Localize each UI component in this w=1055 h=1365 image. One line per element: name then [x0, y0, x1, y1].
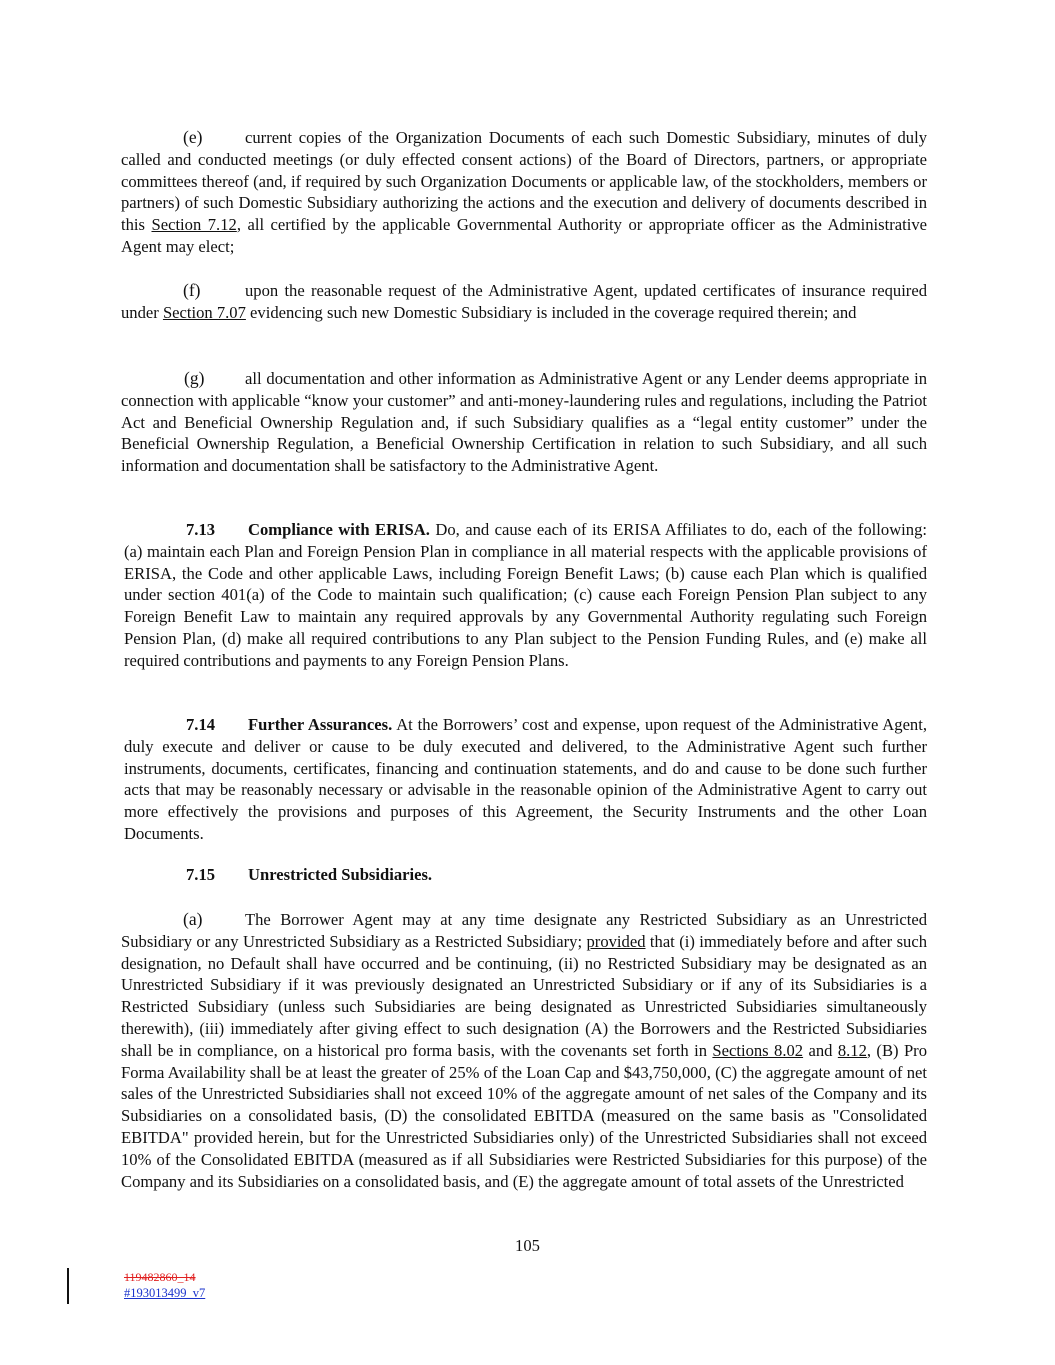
paragraph-text: The Borrower Agent may at any time designate any Restricted Subsidiary as an Unrestricted Subsidiary or any Unrestricted Subsidiary as a Restricted Subsidiary;	[121, 910, 927, 951]
paragraph-label: (a)	[183, 909, 203, 929]
paragraph-text: upon the reasonable request of the Administrative Agent, updated certificates of insurance required under	[121, 281, 927, 322]
page-number: 105	[515, 1236, 540, 1255]
section-7-14	[124, 714, 927, 845]
section-title: Further Assurances.	[248, 715, 393, 734]
section-title: Unrestricted Subsidiaries.	[248, 865, 433, 884]
section-reference-link[interactable]: Section 7.07	[162, 302, 246, 322]
section-reference-link[interactable]: Section 7.12	[151, 215, 237, 235]
paragraph-e	[121, 127, 927, 258]
section-7-13	[124, 519, 927, 672]
paragraph-text: , (B) Pro Forma Availability shall be at least the greater of 25% of the Loan Cap and $43,750,000, (C) the aggregate amount of net sales of the Unrestricted Subsidiaries shall not exceed 10% of the aggregate amount of net sales of the Company and its Subsidiaries on a consolidated basis, (D) the consolidated EBITDA (measured on the same basis as "Consolidated EBITDA" provided herein, but for the Unrestricted Subsidiaries only) of the Unrestricted Subsidiaries shall not exceed 10% of the Consolidated EBITDA (measured as if all Subsidiaries were Restricted Subsidiaries for this purpose) of the Company and its Subsidiaries on a consolidated basis, and (E) the aggregate amount of total assets of the Unrestricted	[121, 1040, 928, 1191]
paragraph-label: (e)	[183, 127, 203, 147]
proviso-term: provided	[586, 931, 646, 951]
paragraph-text: , all certified by the applicable Governmental Authority or appropriate officer as the Administrative Agent may elect;	[121, 215, 927, 256]
section-reference-link[interactable]: Sections 8.02	[712, 1040, 804, 1060]
paragraph-label: (g)	[184, 368, 205, 388]
section-7-15-heading	[186, 864, 432, 886]
paragraph-f	[121, 280, 927, 324]
paragraph-text: that (i) immediately before and after such designation, no Default shall have occurred and be continuing, (ii) no Restricted Subsidiary may be designated as an Unrestricted Subsidiary if it was previously designated an Unrestricted Subsidiary or if any of its Subsidiaries is a Restricted Subsidiary (unless such Subsidiaries are being designated as Unrestricted Subsidiaries simultaneously therewith), (iii) immediately after giving effect to such designation (A) the Borrowers and the Restricted Subsidiaries shall be in compliance, on a historical pro forma basis, with the covenants set forth in	[121, 931, 927, 1060]
paragraph-a	[121, 909, 927, 1192]
paragraph-label: (f)	[183, 280, 201, 300]
section-number: 7.14	[186, 715, 216, 734]
paragraph-g	[121, 368, 927, 477]
section-number: 7.13	[186, 520, 216, 539]
paragraph-text: all documentation and other information as Administrative Agent or any Lender deems appropriate in connection with applicable “know your customer” and anti-money-laundering rules and regulations, including the Patriot Act and Beneficial Ownership Regulation and, if such Subsidiary qualifies as a “legal entity customer” under the Beneficial Ownership Regulation, a Beneficial Ownership Certification in relation to such Subsidiary, and all such information and documentation shall be satisfactory to the Administrative Agent.	[121, 369, 927, 476]
section-reference-link[interactable]: 8.12	[837, 1040, 867, 1060]
section-text: Do, and cause each of its ERISA Affiliates to do, each of the following: (a) maintain each Plan and Foreign Pension Plan in compliance in all material respects with the applicable provisions of ERISA, the Code and other applicable Laws, including Foreign Benefit Laws; (b) cause each Plan which is qualified under section 401(a) of the Code to maintain such qualification; (c) cause each Foreign Pension Plan subject to any Foreign Benefit Law to maintain any required approvals by any Governmental Authority regulating such Foreign Pension Plan, (d) make all required contributions to any Plan subject to the Pension Funding Rules, and (e) make all required contributions and payments to any Foreign Pension Plans.	[124, 520, 927, 670]
section-number: 7.15	[186, 865, 216, 884]
section-title: Compliance with ERISA.	[248, 520, 430, 539]
paragraph-text: and	[803, 1040, 838, 1060]
deleted-document-id: 119482860_14	[124, 1270, 196, 1284]
paragraph-text: evidencing such new Domestic Subsidiary is included in the coverage required therein; and	[245, 302, 857, 322]
paragraph-text: current copies of the Organization Documents of each such Domestic Subsidiary, minutes of duly called and conducted meetings (or duly effected consent actions) of the Board of Directors, partners, or appropriate committees thereof (and, if required by such Organization Documents or applicable law, of the stockholders, members or partners) of such Domestic Subsidiary authorizing the actions and the execution and delivery of documents described in this	[121, 128, 927, 235]
section-text: At the Borrowers’ cost and expense, upon request of the Administrative Agent, duly execute and deliver or cause to be duly executed and delivered, to the Administrative Agent such further instruments, documents, certificates, financing and continuation statements, and do and cause to be done such further acts that may be reasonably necessary or advisable in the reasonable opinion of the Administrative Agent to carry out more effectively the provisions and purposes of this Agreement, the Security Instruments and the other Loan Documents.	[124, 715, 927, 843]
change-bar	[67, 1268, 69, 1304]
current-document-id: #193013499_v7	[124, 1286, 206, 1300]
